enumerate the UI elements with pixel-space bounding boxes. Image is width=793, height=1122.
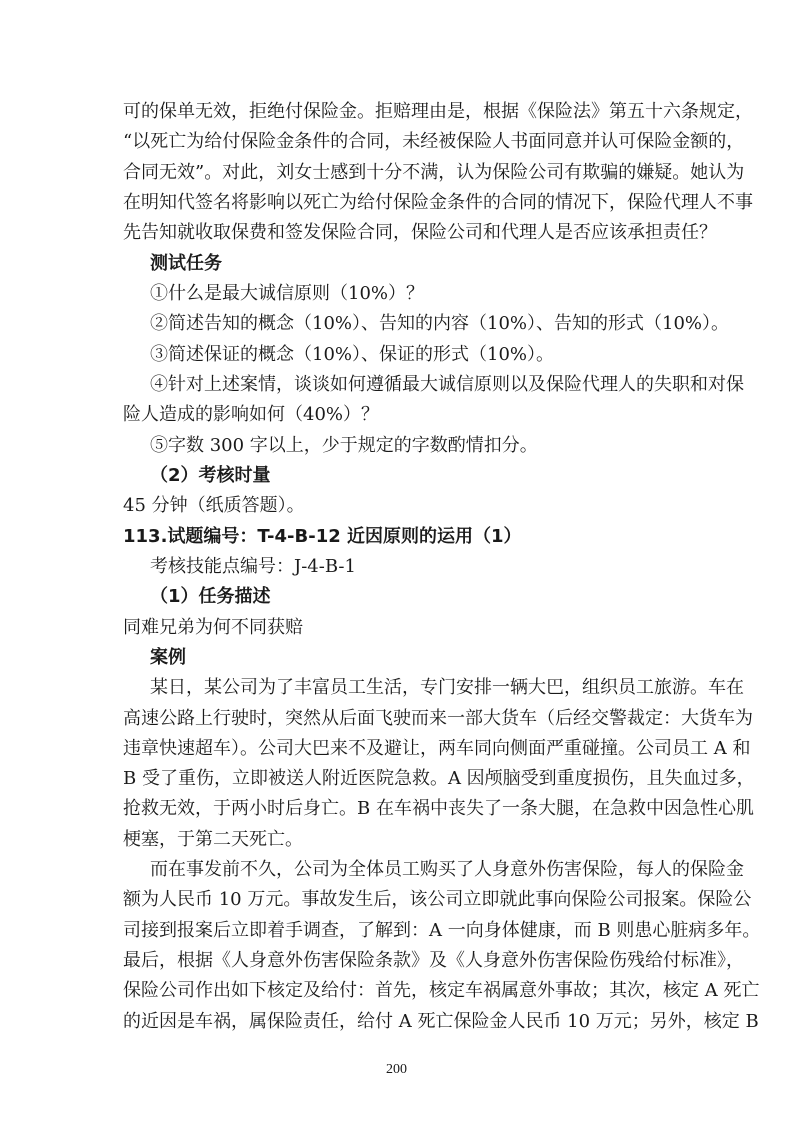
task-item: ③简述保证的概念（10%）、保证的形式（10%）。 <box>150 343 555 365</box>
intro-line: “以死亡为给付保险金条件的合同，未经被保险人书面同意并认可保险金额的， <box>123 131 745 153</box>
case-line: 的近因是车祸，属保险责任，给付 A 死亡保险金人民币 10 万元；另外，核定 B <box>123 1010 759 1032</box>
task-item: ⑤字数 300 字以上，少于规定的字数酌情扣分。 <box>150 434 538 456</box>
case-line: 而在事发前不久，公司为全体员工购买了人身意外伤害保险，每人的保险金 <box>150 859 744 881</box>
case-line: 最后，根据《人身意外伤害保险条款》及《人身意外伤害保险伤残给付标准》， <box>123 950 744 971</box>
case-line: 梗塞，于第二天死亡。 <box>123 828 303 850</box>
task-desc-value: 同难兄弟为何不同获赔 <box>123 616 303 638</box>
exam-time-heading: （2）考核时量 <box>150 464 271 486</box>
case-line: 某日，某公司为了丰富员工生活，专门安排一辆大巴，组织员工旅游。车在 <box>150 677 744 699</box>
case-line: 额为人民币 10 万元。事故发生后，该公司立即就此事向保险公司报案。保险公 <box>123 889 752 911</box>
task-item: ①什么是最大诚信原则（10%）？ <box>150 282 425 304</box>
task-item: 险人造成的影响如何（40%）？ <box>123 404 380 426</box>
intro-line: 可的保单无效，拒绝付保险金。拒赔理由是，根据《保险法》第五十六条规定， <box>123 101 753 122</box>
case-line: 司接到报案后立即着手调查，了解到：A 一向身体健康，而 B 则患心脏病多年。 <box>123 919 761 941</box>
case-line: 抢救无效，于两小时后身亡。B 在车祸中丧失了一条大腿，在急救中因急性心肌 <box>123 798 754 820</box>
task-desc-heading: （1）任务描述 <box>150 586 271 608</box>
task-item: ④针对上述案情，谈谈如何遵循最大诚信原则以及保险代理人的失职和对保 <box>150 373 744 395</box>
task-item: ②简述告知的概念（10%）、告知的内容（10%）、告知的形式（10%）。 <box>150 313 730 335</box>
case-line: 高速公路上行驶时，突然从后面飞驶而来一部大货车（后经交警裁定：大货车为 <box>123 707 753 729</box>
page-number: 200 <box>386 1062 407 1077</box>
case-heading: 案例 <box>150 646 186 668</box>
intro-line: 合同无效”。对此，刘女士感到十分不满，认为保险公司有欺骗的嫌疑。她认为 <box>123 161 745 183</box>
question-title: 113.试题编号：T-4-B-12 近因原则的运用（1） <box>123 525 522 547</box>
case-line: 保险公司作出如下核定及给付：首先，核定车祸属意外事故；其次，核定 A 死亡 <box>123 980 760 1002</box>
exam-time-value: 45 分钟（纸质答题）。 <box>123 495 305 517</box>
intro-line: 在明知代签名将影响以死亡为给付保险金条件的合同的情况下，保险代理人不事 <box>123 192 753 213</box>
case-line: 违章快速超车）。公司大巴来不及避让，两车同向侧面严重碰撞。公司员工 A 和 <box>123 737 751 759</box>
skill-code: 考核技能点编号：J-4-B-1 <box>150 555 356 577</box>
test-tasks-heading: 测试任务 <box>150 252 222 274</box>
case-line: B 受了重伤，立即被送人附近医院急救。A 因颅脑受到重度损伤，且失血过多， <box>123 768 755 790</box>
intro-line: 先告知就收取保费和签发保险合同，保险公司和代理人是否应该承担责任？ <box>123 222 717 244</box>
